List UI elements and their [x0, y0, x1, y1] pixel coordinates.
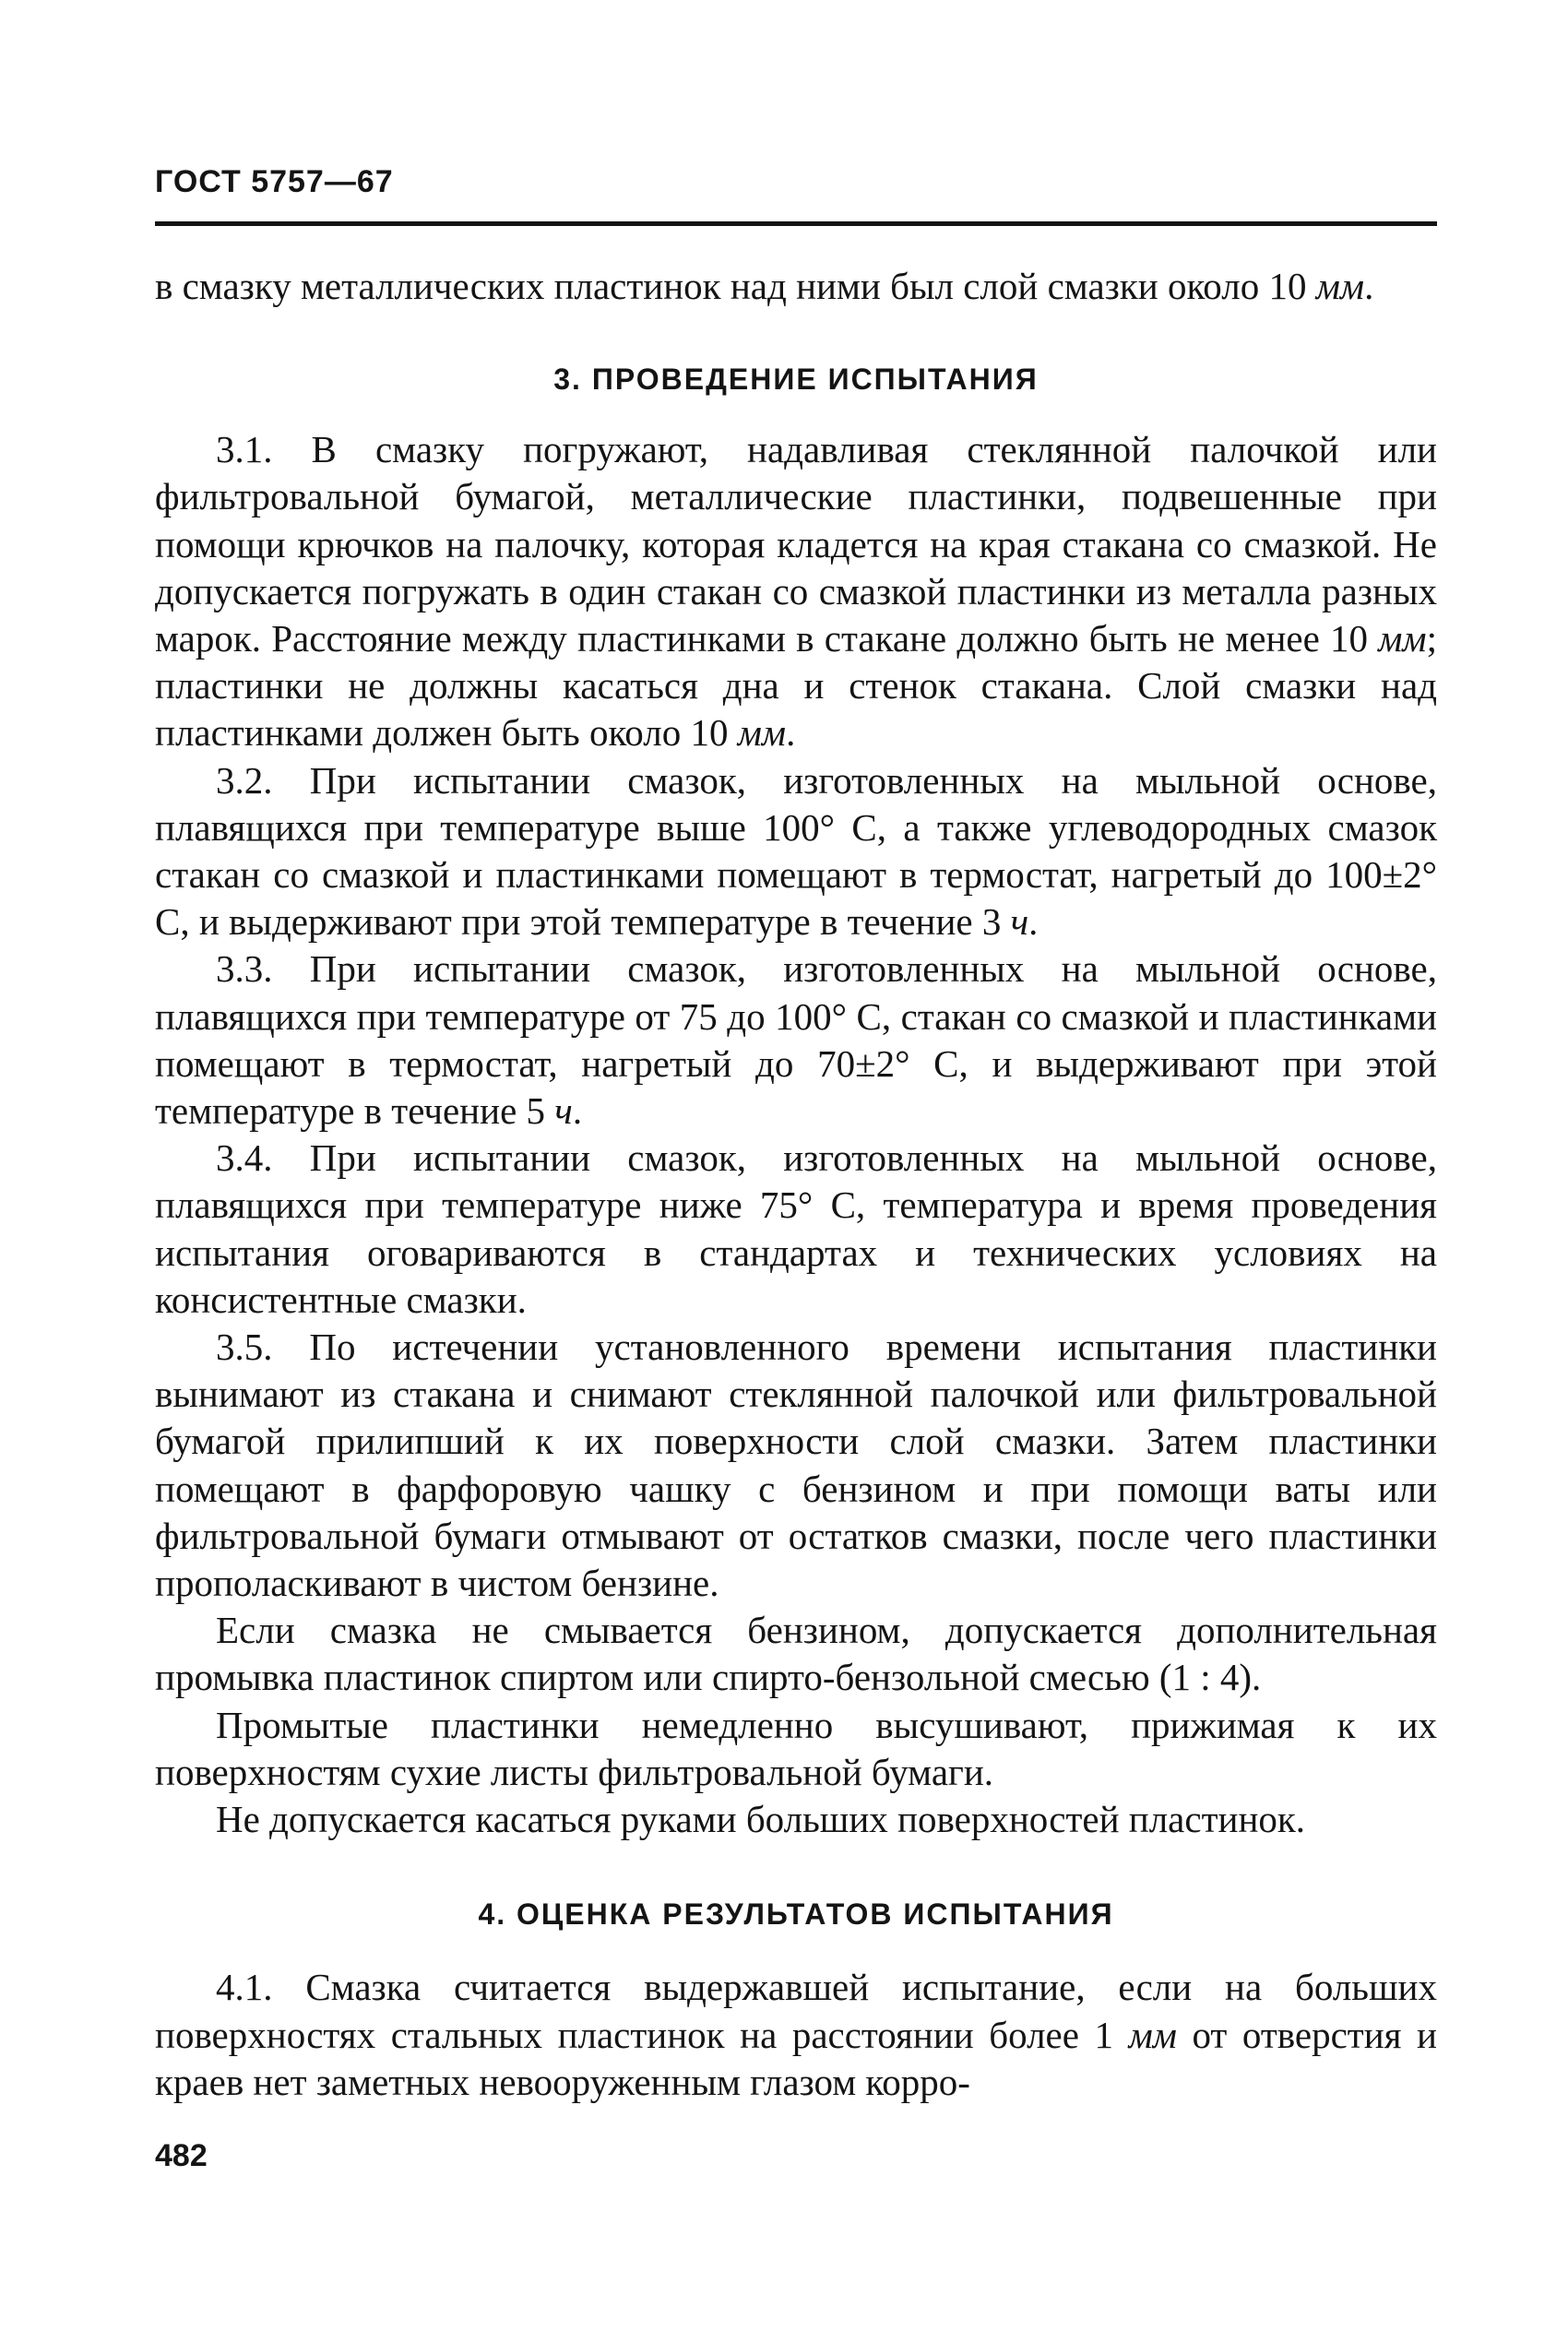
section-3-title: 3. ПРОВЕДЕНИЕ ИСПЫТАНИЯ	[553, 363, 1039, 397]
paragraph-no-touch: Не допускается касаться руками больших поверхностей пластинок.	[216, 1798, 1306, 1841]
paragraph-3-2-text-a: 3.2. При испытании смазок, изготовленных на мыльной основе, плавящихся при температуре выше 100° С, а также углеводородных смазок стакан со смазкой и пластинками помещают в термостат, нагретый до 100±2° С, и выдерживают при этой температуре в течение 3	[155, 758, 1437, 944]
unit-mm: мм	[1315, 265, 1365, 307]
carryover-paragraph	[155, 263, 1437, 310]
paragraph-drying: Промытые пластинки немедленно высушивают, прижимая к их поверхностям сухие листы фильтровальной бумаги.	[155, 1703, 1437, 1793]
paragraph-3-4: 3.4. При испытании смазок, изготовленных на мыльной основе, плавящихся при температуре ниже 75° С, температура и время проведения испытания оговариваются в стандартах и технических условиях на консистентные смазки.	[155, 1136, 1437, 1321]
paragraph-3-1-text-a: 3.1. В смазку погружают, надавливая стеклянной палочкой или фильтровальной бумагой, металлические пластинки, подвешенные при помощи крючков на палочку, которая кладется на края стакана со смазкой. Не допускается погружать в один стакан со смазкой пластинки из металла разных марок. Расстояние между пластинками в стакане должно быть не менее 10	[155, 428, 1437, 660]
paragraph-3-1	[155, 426, 1437, 756]
paragraph-4-1-text-a: 4.1. Смазка считается выдержавшей испытание, если на больших поверхностях стальных пластинок на расстоянии более 1	[155, 1966, 1437, 2056]
paragraph-3-5: 3.5. По истечении установленного времени испытания пластинки вынимают из стакана и снимают стеклянной палочкой или фильтровальной бумагой прилипший к их поверхности слой смазки. Затем пластинки помещают в фарфоровую чашку с бензином и при помощи ваты или фильтровальной бумаги отмывают от остатков смазки, после чего пластинки прополаскивают в чистом бензине.	[155, 1326, 1437, 1605]
paragraph-3-1-text-c: .	[786, 711, 796, 755]
unit-mm: мм	[737, 711, 787, 755]
document-page	[155, 0, 1437, 2331]
paragraph-4-1-text-b: от отверстия и краев нет заметных невооруженным глазом корро-	[155, 2013, 1438, 2103]
header-rule	[155, 221, 1437, 226]
carryover-end: .	[1364, 265, 1374, 307]
unit-mm: мм	[1378, 617, 1427, 660]
unit-hour: ч	[1010, 900, 1029, 944]
paragraph-alcohol-wash: Если смазка не смывается бензином, допускается дополнительная промывка пластинок спиртом или спирто-бензольной смесью (1 : 4).	[155, 1609, 1437, 1699]
unit-hour: ч	[554, 1089, 573, 1133]
carryover-text: в смазку металлических пластинок над ними был слой смазки около 10	[155, 265, 1307, 307]
paragraph-4-1	[155, 1964, 1437, 2106]
unit-mm: мм	[1128, 2013, 1177, 2056]
section-4-title: 4. ОЦЕНКА РЕЗУЛЬТАТОВ ИСПЫТАНИЯ	[478, 1897, 1114, 1932]
paragraph-3-2-text-b: .	[1028, 900, 1039, 944]
document-body	[155, 263, 1437, 2106]
paragraph-3-3-text-b: .	[572, 1089, 583, 1133]
page-number: 482	[155, 2138, 208, 2173]
paragraph-3-2	[155, 757, 1437, 946]
paragraph-3-3-text-a: 3.3. При испытании смазок, изготовленных на мыльной основе, плавящихся при температуре от 75 до 100° С, стакан со смазкой и пластинками помещают в термостат, нагретый до 70±2° С, и выдерживают при этой температуре в течение 5	[155, 947, 1437, 1133]
paragraph-3-3	[155, 945, 1437, 1135]
paragraph-3-1-text-b: ; пластинки не должны касаться дна и стенок стакана. Слой смазки над пластинками должен быть около 10	[155, 617, 1438, 755]
document-header: ГОСТ 5757—67	[155, 164, 394, 199]
